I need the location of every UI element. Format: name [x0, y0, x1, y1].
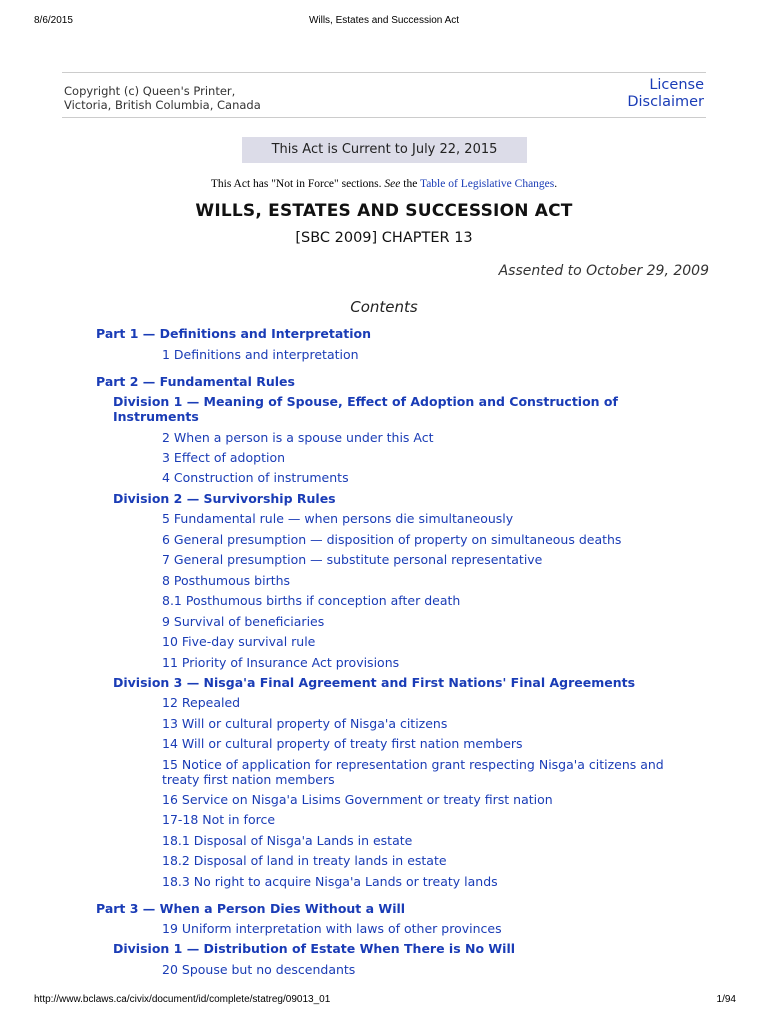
toc-section[interactable]: 8 Posthumous births: [162, 573, 291, 588]
assented-date: Assented to October 29, 2009: [498, 263, 709, 279]
copyright-line-2: Victoria, British Columbia, Canada: [64, 98, 261, 112]
toc-division[interactable]: Division 3 — Nisga'a Final Agreement and First Nations' Final Agreements: [113, 675, 636, 690]
toc-section[interactable]: 11 Priority of Insurance Act provisions: [162, 655, 400, 670]
current-notice: This Act is Current to July 22, 2015: [242, 137, 527, 163]
act-chapter: [SBC 2009] CHAPTER 13: [295, 230, 473, 246]
toc-division[interactable]: Division 2 — Survivorship Rules: [113, 491, 336, 506]
toc-section[interactable]: 10 Five-day survival rule: [162, 634, 316, 649]
the-word: the: [403, 178, 418, 190]
toc-section[interactable]: 14 Will or cultural property of treaty first nation members: [162, 736, 523, 751]
toc-section[interactable]: 2 When a person is a spouse under this Act: [162, 430, 434, 445]
toc-section[interactable]: 19 Uniform interpretation with laws of other provinces: [162, 921, 502, 936]
print-title: Wills, Estates and Succession Act: [308, 15, 460, 26]
toc-part[interactable]: Part 2 — Fundamental Rules: [96, 374, 295, 389]
toc-division[interactable]: Division 1 — Meaning of Spouse, Effect of Adoption and Construction of Instruments: [113, 394, 618, 424]
toc-section[interactable]: 15 Notice of application for representation grant respecting Nisga'a citizens and treaty first nation members: [162, 757, 664, 787]
see-word: See: [384, 178, 401, 190]
toc-section[interactable]: 5 Fundamental rule — when persons die simultaneously: [162, 511, 514, 526]
toc-section[interactable]: 6 General presumption — disposition of property on simultaneous deaths: [162, 532, 622, 547]
period: .: [554, 178, 558, 190]
toc-section[interactable]: 20 Spouse but no descendants: [162, 962, 356, 977]
disclaimer-link[interactable]: Disclaimer: [627, 94, 704, 110]
table-of-legislative-changes-link[interactable]: Table of Legislative Changes: [419, 178, 555, 190]
toc-section[interactable]: 8.1 Posthumous births if conception after death: [162, 593, 461, 608]
toc-section[interactable]: 18.1 Disposal of Nisga'a Lands in estate: [162, 833, 413, 848]
print-page-number: 1/94: [716, 994, 736, 1005]
copyright-bar: [62, 72, 706, 118]
toc-section[interactable]: 17-18 Not in force: [162, 812, 276, 827]
toc-part[interactable]: Part 1 — Definitions and Interpretation: [96, 326, 372, 341]
not-in-force-notice: [0, 178, 768, 190]
contents-heading: Contents: [350, 298, 418, 316]
copyright-text: [64, 84, 261, 112]
toc-section[interactable]: 7 General presumption — substitute personal representative: [162, 552, 543, 567]
toc-section[interactable]: 13 Will or cultural property of Nisga'a citizens: [162, 716, 448, 731]
print-date: 8/6/2015: [34, 15, 73, 26]
toc-part[interactable]: Part 3 — When a Person Dies Without a Will: [96, 901, 406, 916]
toc-division[interactable]: Division 1 — Distribution of Estate When There is No Will: [113, 941, 516, 956]
toc-section[interactable]: 9 Survival of beneficiaries: [162, 614, 325, 629]
toc-section[interactable]: 18.2 Disposal of land in treaty lands in estate: [162, 853, 447, 868]
legal-links: [627, 77, 704, 111]
toc-section[interactable]: 18.3 No right to acquire Nisga'a Lands or treaty lands: [162, 874, 498, 889]
not-in-force-text: This Act has "Not in Force" sections.: [210, 178, 382, 190]
toc-section[interactable]: 16 Service on Nisga'a Lisims Government or treaty first nation: [162, 792, 553, 807]
act-title: WILLS, ESTATES AND SUCCESSION ACT: [195, 201, 573, 221]
print-url: http://www.bclaws.ca/civix/document/id/complete/statreg/09013_01: [34, 994, 331, 1005]
toc-section[interactable]: 4 Construction of instruments: [162, 470, 349, 485]
copyright-line-1: Copyright (c) Queen's Printer,: [64, 84, 236, 98]
toc-section[interactable]: 3 Effect of adoption: [162, 450, 286, 465]
license-link[interactable]: License: [649, 77, 704, 93]
toc-section[interactable]: 12 Repealed: [162, 695, 241, 710]
toc-section[interactable]: 1 Definitions and interpretation: [162, 347, 359, 362]
